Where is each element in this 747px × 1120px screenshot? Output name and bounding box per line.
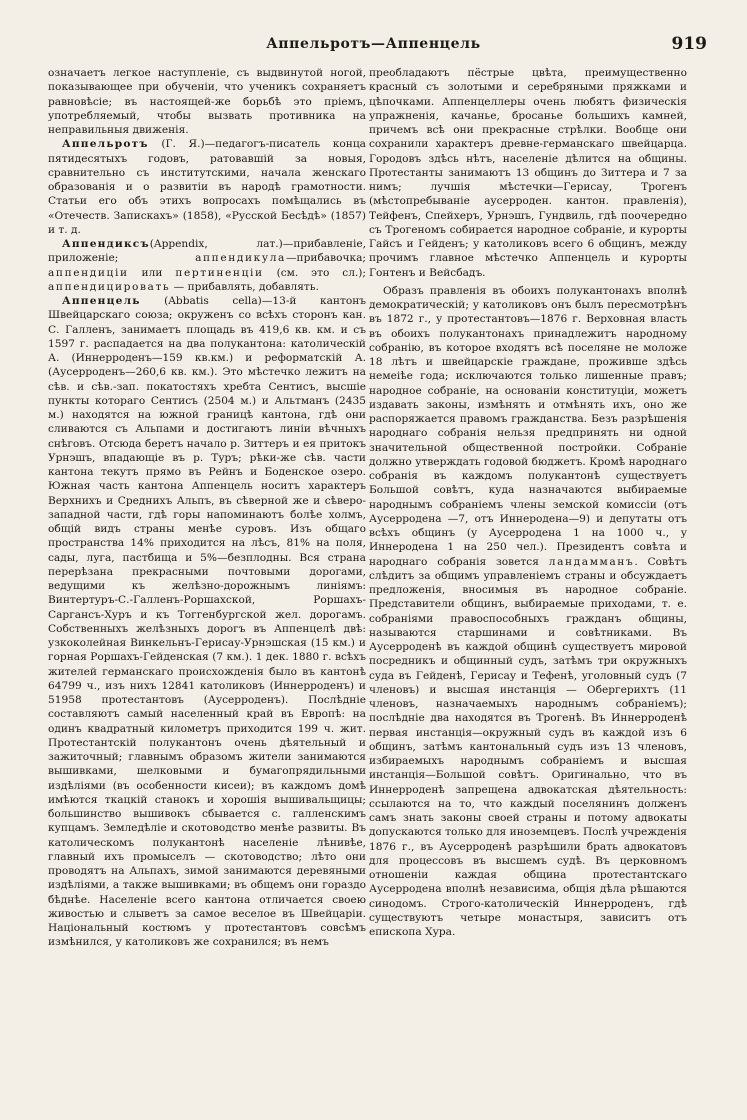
headword-appenzell: Аппенцель [62, 295, 141, 307]
continued-paragraph: означаетъ легкое наступленіе, съ выдвинутой ногой, показывающее при обученіи, что ученикъ сохраняетъ равновѣсіе; въ настоящей-же борьбѣ это пріемъ, употребляемый, чтобы вызвать противника на неправильныя движенія. [48, 67, 366, 136]
headword-appelrot: Аппельротъ [62, 138, 149, 151]
right-column [369, 66, 687, 1096]
term-appenditsirovat: аппендицировать [48, 280, 171, 293]
government-text-a: Образъ правленія въ обоихъ полукантонахъ вполнѣ демократическій; у католиковъ онъ былъ пересмотрѣнъ въ 1872 г., у протестантовъ—1876 г. Верховная власть въ обоихъ полукантонахъ принадлежитъ народному собранію, въ которое входятъ всѣ поселяне не моложе 18 лѣтъ и швейцарскіе граждане, проживше здѣсь немеіѣе года; исключаются только лишенные правъ; народное собраніе, на основаніи конституціи, можетъ издавать законы, измѣнять и отмѣнять ихъ, оно же распоряжается правомъ гражданства. Безъ разрѣшенія народнаго собранія нельзя предпринять ни одной значительной общественной постройки. Собраніе должно утверждать годовой бюджетъ. Кромѣ народнаго собранія въ каждомъ полукантонѣ существуетъ Большой совѣтъ, куда назначаются выбираемые народнымъ собраніемъ члены земской комиссіи (отъ Аусерродена —7, отъ Иннеродена—9) и депутаты отъ всѣхъ общинъ (у Аусерродена 1 на 1000 ч., у Иннеродена 1 на 250 чел.). Президентъ совѣта и народнаго собранія зовется [369, 284, 687, 568]
entry-appendix-text-d: (см. это сл.); [263, 266, 366, 279]
government-paragraph [369, 284, 687, 940]
entry-appenzell-text: (Abbatis cella)—13-й кантонъ Швейцарскаго союза; окруженъ со всѣхъ сторонъ кан. С. Галленъ, занимаетъ площадь въ 419,6 кв. км. и съ 1597 г. распадается на два полукантона: католическій А. (Иннерроденъ—159 кв.км.) и реформатскій А. (Аусерроденъ—260,6 кв. км.). Это мѣстечко лежитъ на сѣв. и сѣв.-зап. покатостяхъ хребта Сентисъ, высшіе пункты котораго Сентисъ (2504 м.) и Альтманъ (2435 м.) находятся на южной границѣ кантона, гдѣ они сливаются съ Альпами и достигаютъ линіи вѣчныхъ снѣговъ. Отсюда беретъ начало р. Зиттеръ и ея притокъ Урнэшъ, впадающіе въ р. Туръ; рѣки-же сѣв. части кантона текутъ прямо въ Рейнъ и Боденское озеро. Южная часть кантона Аппенцель носитъ характеръ Верхнихъ и Среднихъ Альпъ, въ сѣверной же и сѣверо-западной части, гдѣ горы напоминаютъ болѣе холмъ, общій видъ страны менѣе суровъ. Изъ общаго пространства 14% приходится на лѣсъ, 81% на поля, сады, луга, пастбища и 5%—безплодны. Вся страна перерѣзана прекрасными почтовыми дорогами, ведущими къ желѣзно-дорожнымъ линіямъ: Винтертуръ-С.-Галленъ-Роршахской, Роршахъ-Саргансъ-Хуръ и къ Тоггенбургской жел. дорогамъ. Собственныхъ желѣзныхъ дорогъ въ Аппенцелѣ двѣ: узкоколейная Винкельнъ-Герисау-Урнэшская (15 км.) и горная Роршахъ-Гейденская (7 км.). 1 дек. 1880 г. всѣхъ жителей германскаго происхожденія было въ кантонѣ 64799 ч., изъ нихъ 12841 католиковъ (Иннерроденъ) и 51958 протестантовъ (Аусерроденъ). Послѣдніе составляютъ самый населенный край въ Европѣ: на одинъ квадратный километръ приходится 199 ч. жит. Протестантскій полукантонъ очень дѣятельный и зажиточный; главнымъ образомъ жители занимаются вышивками, шелковыми и бумагопрядильными издѣліями (въ особенности кисеи); въ каждомъ домѣ имѣются ткацкій станокъ и хорошія вышивальщицы; большинство вышивокъ сбывается с. галленскимъ купцамъ. Земледѣліе и скотоводство менѣе развиты. Въ католическомъ полукантонѣ населеніе лѣнивѣе, главный ихъ промыселъ — скотоводство; лѣто они проводятъ на Альпахъ, зимой занимаются деревяными издѣліями, а также вышивками; въ общемъ они гораздо бѣднѣе. Населеніе всего кантона отличается своею живостью и слыветъ за самое веселое въ Швейцаріи. Національный костюмъ у протестантовъ совсѣмъ измѣнился, у католиковъ же сохранился; въ немъ [48, 295, 366, 949]
appenzell-continued-paragraph: преобладаютъ пёстрые цвѣта, преимущественно красный съ золотыми и серебряными пряжками и цѣпочками. Аппенцеллеры очень любятъ физическія упражненія, качанье, бросанье большихъ камней, причемъ всѣ они прекрасные стрѣлки. Вообще они сохранили характеръ древне-германскаго швейцарца. Городовъ здѣсь нѣтъ, населеніе дѣлится на общины. Протестанты занимаютъ 13 общинъ до Зиттера и 7 за нимъ; лучшія мѣстечки—Герисау, Трогенъ (мѣстопребываніе аусерроден. кантон. правленія), Тейфенъ, Спейхеръ, Урнэшъ, Гундвиль, гдѣ поочередно съ Трогеномъ собирается народное собраніе, и курорты Гайсъ и Гейденъ; у католиковъ всего 6 общинъ, между прочимъ главное мѣстечко Аппенцель и курорты Гонтенъ и Вейсбадъ. [369, 67, 687, 279]
term-landammann: ландамманъ [548, 555, 635, 568]
term-appenditsii: аппендиціи [48, 266, 129, 279]
running-title: Аппельротъ—Аппенцель [266, 36, 481, 52]
entry-appenzell [48, 294, 366, 950]
entry-appendix [48, 237, 366, 294]
running-head [40, 36, 707, 58]
headword-appendix: Аппендиксъ [62, 238, 150, 250]
entry-appelrot [48, 137, 366, 237]
term-appendikula: аппендикула [195, 252, 286, 265]
entry-appendix-text-b: —прибавочка; [285, 252, 366, 265]
government-text-b: . Совѣтъ слѣдитъ за общимъ управленіемъ страны и обсуждаетъ предложенія, вносимыя въ народное собраніе. Представители общинъ, выбираемые приходами, т. е. собраніями правоспособныхъ гражданъ общины, называются старшинами и совѣтниками. Въ Аусерроденѣ въ каждой общинѣ существуетъ мировой посредникъ и общинный судъ, затѣмъ три окружныхъ суда въ Гейденѣ, Герисау и Тефенѣ, уголовный судъ (7 членовъ) и высшая инстанція — Обергерихтъ (11 членовъ, назначаемыхъ народнымъ собраніемъ); послѣдніе два находятся въ Трогенѣ. Въ Иннерроденѣ первая инстанція—окружный судъ въ каждой изъ 6 общинъ, затѣмъ кантональный судъ изъ 13 членовъ, избираемыхъ народнымъ собраніемъ и высшая инстанція—Большой совѣтъ. Оригинально, что въ Иннерроденѣ запрещена адвокатская дѣятельность: ссылаются на то, что каждый поселянинъ долженъ самъ знать законы своей страны и потому адвокаты допускаются только для иноземцевъ. Послѣ учрежденія 1876 г., въ Аусерроденѣ разрѣшили брать адвокатовъ для процессовъ въ высшемъ судѣ. Въ церковномъ отношеніи каждая община протестантскаго Аусерродена вполнѣ независима, общія дѣла рѣшаются синодомъ. Строго-католическій Иннерроденъ, гдѣ существуютъ четыре монастыря, зависитъ отъ епископа Хура. [369, 555, 687, 938]
page-number: 919 [671, 34, 707, 54]
term-pertinentsii: пертиненціи [175, 266, 264, 279]
entry-appelrot-text: (Г. Я.)—педагогъ-писатель конца пятидесятыхъ годовъ, ратовавшій за новыя, сравнительно съ институтскими, начала женскаго образованія и о развитіи въ народѣ грамотности. Статьи его объ этихъ вопросахъ помѣщались въ «Отечеств. Запискахъ» (1858), «Русской Бесѣдѣ» (1857) и т. д. [48, 138, 366, 236]
entry-appendix-text-c: или [128, 266, 176, 279]
left-column [48, 66, 366, 1096]
entry-appendix-text-e: — прибавлять, добавлять. [170, 280, 319, 293]
entry-appendix-text-a: (Appendix, лат.)—прибавленіе, приложеніе; [48, 238, 366, 265]
